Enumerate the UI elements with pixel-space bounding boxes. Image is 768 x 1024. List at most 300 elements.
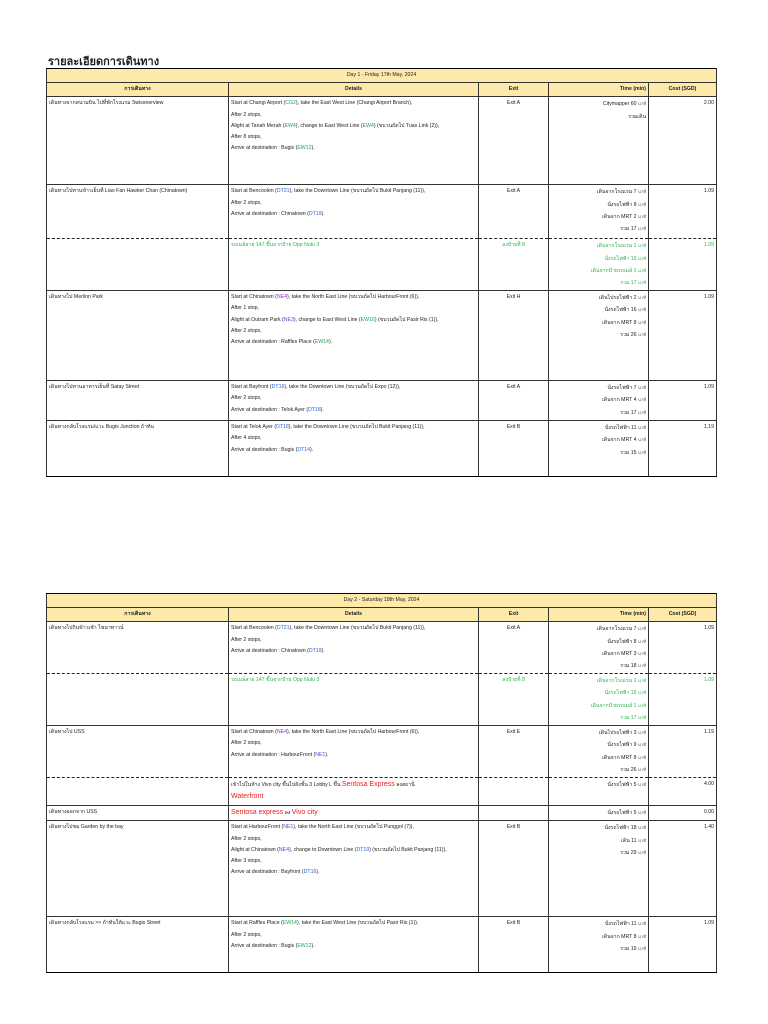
details-text: Arrive at destination : HarbourFront ( bbox=[231, 751, 316, 758]
time-unit: นาที bbox=[638, 766, 646, 772]
time-text: นั่งรถไฟฟ้า 8 bbox=[607, 201, 637, 208]
details-text: ), take the East West Line (ขบวนถัดไป Pasir Ris (1)), bbox=[296, 920, 419, 927]
time-text: นั่งรถไฟฟ้า 15 bbox=[604, 255, 637, 262]
time-unit: นาที bbox=[638, 678, 646, 684]
details-line bbox=[231, 445, 476, 456]
time-text: รวม 15 bbox=[620, 449, 637, 456]
details-text: รถเมล์สาย 147 ขึ้นจากป้าย Opp Nutu 3 bbox=[231, 677, 320, 684]
details-cell bbox=[229, 291, 479, 381]
time-text: เดินจาก MRT 8 bbox=[601, 319, 637, 326]
day-1-itinerary-table bbox=[46, 68, 717, 477]
details-line bbox=[231, 209, 476, 220]
cost-cell: 1.09 bbox=[649, 917, 717, 973]
details-text: ), take the Downtown Line (ขบวนถัดไป Expo (12)), bbox=[284, 384, 401, 391]
itinerary-row bbox=[47, 239, 717, 291]
time-line bbox=[551, 329, 646, 341]
station-code: DT14 bbox=[297, 446, 311, 453]
time-line bbox=[551, 752, 646, 764]
details-text: ). bbox=[320, 406, 324, 413]
time-unit: นาที bbox=[638, 690, 646, 696]
details-text: ) (ขบวนถัดไป Pasir Ris (1)), bbox=[374, 316, 439, 323]
time-text: เดินจาก MRT 8 bbox=[601, 933, 637, 940]
time-text: รวม 17 bbox=[620, 280, 637, 287]
station-code: DT16 bbox=[271, 384, 285, 391]
time-unit: นาที bbox=[638, 825, 646, 831]
station-code: Sentosa Express bbox=[341, 781, 395, 789]
time-line bbox=[551, 675, 646, 687]
time-cell bbox=[549, 97, 649, 185]
details-line bbox=[231, 143, 476, 154]
details-text: ), change to Downtown Line ( bbox=[288, 846, 357, 853]
time-line bbox=[551, 687, 646, 699]
details-line bbox=[231, 422, 476, 433]
station-code: DT19 bbox=[308, 647, 322, 654]
time-line bbox=[551, 648, 646, 660]
header-exit: Exit bbox=[479, 83, 549, 97]
time-line bbox=[551, 186, 646, 198]
itinerary-row bbox=[47, 622, 717, 674]
travel-cell: เดินทางไปทานอาหารเย็นที่ Satay Street bbox=[47, 381, 229, 421]
details-line bbox=[231, 930, 476, 941]
time-unit: นาที bbox=[638, 837, 646, 843]
station-code: CG2 bbox=[285, 100, 296, 107]
time-text: เดินจากโรงแรม 7 bbox=[596, 189, 637, 196]
details-cell bbox=[229, 821, 479, 917]
station-code: NE1 bbox=[283, 824, 294, 831]
time-line bbox=[551, 211, 646, 223]
cost-cell: 1.09 bbox=[649, 239, 717, 291]
time-text: รวม 19 bbox=[620, 945, 637, 952]
details-text: ), take the Downtown Line (ขบวนถัดไป Bukit Panjang (11)), bbox=[289, 188, 426, 195]
exit-cell: Exit A bbox=[479, 381, 549, 421]
time-cell bbox=[549, 917, 649, 973]
itinerary-row bbox=[47, 806, 717, 821]
time-unit: นาที bbox=[638, 638, 646, 644]
details-text: ). bbox=[311, 145, 315, 152]
station-code: DT18 bbox=[308, 406, 321, 413]
day-title: Day 1 - Friday 17th May, 2024 bbox=[47, 69, 717, 83]
time-line bbox=[551, 407, 646, 419]
time-unit: นาที bbox=[638, 331, 646, 337]
travel-cell: เดินทางจากสนามบิน ไปที่พักโรงแรม Swissnerview bbox=[47, 97, 229, 185]
time-text: เดินจากโรงแรม 1 bbox=[596, 243, 637, 250]
exit-cell: Exit H bbox=[479, 291, 549, 381]
time-unit: นาที bbox=[638, 397, 646, 403]
details-cell bbox=[229, 97, 479, 185]
details-text: ), take the North East Line (ขบวนถัดไป HarbourFront (6)), bbox=[286, 294, 420, 301]
time-unit: นาที bbox=[638, 663, 646, 669]
travel-cell: เดินทางกลับโรงแรม >> ถ้าทันให้แวะ Bugis Street bbox=[47, 917, 229, 973]
time-unit: นาที bbox=[638, 243, 646, 249]
details-text: ). bbox=[310, 446, 314, 453]
time-cell bbox=[549, 239, 649, 291]
details-line bbox=[231, 807, 476, 819]
time-text: นั่งรถไฟฟ้า 5 bbox=[607, 782, 637, 789]
details-text: Arrive at destination : Chinatown ( bbox=[231, 210, 309, 217]
details-line bbox=[231, 738, 476, 749]
itinerary-row bbox=[47, 185, 717, 239]
time-unit: นาที bbox=[638, 295, 646, 301]
details-line bbox=[231, 941, 476, 952]
time-unit: นาที bbox=[638, 280, 646, 286]
station-code: EW4 bbox=[284, 122, 296, 129]
details-text: Start at Chinatown ( bbox=[231, 294, 277, 301]
time-text: Citymapper 60 bbox=[602, 101, 637, 108]
time-line bbox=[551, 918, 646, 930]
details-text: After 4 stops, bbox=[231, 435, 262, 442]
time-line bbox=[551, 277, 646, 289]
details-text: ) (ขบวนถัดไป Tuas Link (2)), bbox=[373, 122, 440, 129]
station-code: NE4 bbox=[278, 846, 289, 853]
details-line bbox=[231, 186, 476, 197]
station-code: EW12 bbox=[297, 942, 312, 949]
time-cell bbox=[549, 726, 649, 778]
time-line bbox=[551, 317, 646, 329]
itinerary-row bbox=[47, 726, 717, 778]
details-cell bbox=[229, 778, 479, 806]
details-line bbox=[231, 918, 476, 929]
time-line bbox=[551, 739, 646, 751]
details-line bbox=[231, 750, 476, 761]
details-line bbox=[231, 303, 476, 314]
exit-cell bbox=[479, 806, 549, 821]
exit-cell: Exit E bbox=[479, 726, 549, 778]
details-line bbox=[231, 292, 476, 303]
details-text: Start at Bayfront ( bbox=[231, 384, 272, 391]
station-code: NE3 bbox=[283, 316, 294, 323]
time-text: รวม 26 bbox=[620, 331, 637, 338]
time-text: นั่งรถไฟฟ้า 11 bbox=[604, 921, 637, 928]
time-text: นั่งรถไฟฟ้า 8 bbox=[607, 638, 637, 645]
time-text: นั่งรถไฟฟ้า 11 bbox=[604, 425, 637, 432]
station-code: DT21 bbox=[276, 188, 290, 195]
station-code: Sentosa express bbox=[231, 809, 284, 817]
details-cell bbox=[229, 239, 479, 291]
details-text: After 2 stops, bbox=[231, 199, 262, 206]
details-text: Arrive at destination : Bayfront ( bbox=[231, 869, 304, 876]
header-cost: Cost (SGD) bbox=[649, 83, 717, 97]
travel-cell: เดินทางไป USS bbox=[47, 726, 229, 778]
time-line bbox=[551, 240, 646, 252]
details-line bbox=[231, 646, 476, 657]
details-cell bbox=[229, 381, 479, 421]
header-travel: การเดินทาง bbox=[47, 608, 229, 622]
time-unit: นาที bbox=[638, 945, 646, 951]
details-line bbox=[231, 110, 476, 121]
details-text: After 2 stops, bbox=[231, 327, 262, 334]
time-line bbox=[551, 292, 646, 304]
details-line bbox=[231, 405, 476, 416]
details-line bbox=[231, 315, 476, 326]
station-code: NE1 bbox=[315, 751, 326, 758]
station-code: EW16 bbox=[360, 316, 375, 323]
details-text: ). bbox=[321, 210, 325, 217]
station-code: DT19 bbox=[308, 210, 322, 217]
details-text: ), take the Downtown Line (ขบวนถัดไป Bukit Panjang (11)), bbox=[288, 424, 425, 431]
details-text: ). bbox=[328, 339, 333, 346]
details-line bbox=[231, 98, 476, 109]
details-text: Arrive at destination : Bugis ( bbox=[231, 446, 298, 453]
day-title-row bbox=[47, 594, 717, 608]
details-text: After 8 stops, bbox=[231, 134, 262, 141]
details-line bbox=[231, 845, 476, 856]
exit-cell bbox=[479, 778, 549, 806]
details-line bbox=[231, 132, 476, 143]
exit-cell: Exit A bbox=[479, 97, 549, 185]
exit-cell: ลงป้ายที่ 8 bbox=[479, 239, 549, 291]
itinerary-row bbox=[47, 291, 717, 381]
time-line bbox=[551, 434, 646, 446]
time-text: นั่งรถไฟฟ้า 7 bbox=[607, 385, 637, 392]
time-line bbox=[551, 700, 646, 712]
station-code: DT16 bbox=[303, 869, 317, 876]
time-line bbox=[551, 199, 646, 211]
station-code: EW14 bbox=[282, 920, 297, 927]
time-cell bbox=[549, 185, 649, 239]
details-text: Arrive at destination : Telok Ayer ( bbox=[231, 406, 309, 413]
time-line bbox=[551, 394, 646, 406]
exit-cell: Exit A bbox=[479, 622, 549, 674]
travel-cell bbox=[47, 778, 229, 806]
page-title: รายละเอียดการเดินทาง bbox=[48, 55, 160, 68]
station-code: NE4 bbox=[276, 729, 287, 736]
details-cell bbox=[229, 917, 479, 973]
time-unit: นาที bbox=[638, 409, 646, 415]
details-text: ), take the North East Line (ขบวนถัดไป Punggol (7)), bbox=[293, 824, 414, 831]
time-text: เดินไปรถไฟฟ้า 3 bbox=[598, 730, 637, 737]
details-text: ). bbox=[325, 751, 329, 758]
time-line bbox=[551, 422, 646, 434]
details-text: Start at Bencoolen ( bbox=[231, 188, 277, 195]
details-text: Arrive at destination : Bugis ( bbox=[231, 145, 298, 152]
details-text: ), take the Downtown Line (ขบวนถัดไป Bukit Panjang (11)), bbox=[289, 625, 426, 632]
time-text: รวม 18 bbox=[620, 663, 637, 670]
cost-cell: 1.09 bbox=[649, 381, 717, 421]
time-line bbox=[551, 382, 646, 394]
details-line bbox=[231, 326, 476, 337]
time-unit: นาที bbox=[638, 730, 646, 736]
travel-cell: เดินทางไปกินข้าวเช้า ไชนาทาวน์ bbox=[47, 622, 229, 674]
station-code: EW14 bbox=[314, 339, 329, 346]
details-text: ). bbox=[316, 869, 320, 876]
exit-cell: Exit B bbox=[479, 821, 549, 917]
details-text: Arrive at destination : Bugis ( bbox=[231, 942, 298, 949]
details-text: ลงสถานี bbox=[394, 782, 415, 789]
time-unit: นาที bbox=[638, 810, 646, 816]
time-unit: นาที bbox=[638, 425, 646, 431]
time-text: รวม 26 bbox=[620, 766, 637, 773]
details-text: Alight at Chinatown ( bbox=[231, 846, 279, 853]
details-line bbox=[231, 791, 476, 803]
details-text: ), take the North East Line (ขบวนถัดไป HarbourFront (6)), bbox=[286, 729, 420, 736]
time-line bbox=[551, 807, 646, 819]
time-line bbox=[551, 304, 646, 316]
time-cell bbox=[549, 778, 649, 806]
station-code: EW4 bbox=[362, 122, 374, 129]
time-line bbox=[551, 636, 646, 648]
station-code: EW12 bbox=[297, 145, 312, 152]
cost-cell: 4.00 bbox=[649, 778, 717, 806]
details-cell bbox=[229, 674, 479, 726]
time-text: นั่งรถไฟฟ้า 15 bbox=[604, 690, 637, 697]
time-unit: นาที bbox=[638, 101, 646, 107]
time-cell bbox=[549, 291, 649, 381]
details-text: Start at Bencoolen ( bbox=[231, 625, 277, 632]
time-text: เดินจาก MRT 4 bbox=[601, 397, 637, 404]
details-text: ) (ขบวนถัดไป Bukit Panjang (11)), bbox=[369, 846, 447, 853]
travel-cell: เดินทางไปชม Garden by the bay bbox=[47, 821, 229, 917]
details-line bbox=[231, 198, 476, 209]
cost-cell: 1.09 bbox=[649, 291, 717, 381]
details-line bbox=[231, 635, 476, 646]
details-text: รถเมล์สาย 147 ขึ้นจากป้าย Opp Nutu 3 bbox=[231, 242, 320, 249]
time-line bbox=[551, 253, 646, 265]
details-text: ), take the East West Line (Changi Airport Branch), bbox=[295, 100, 413, 107]
details-text: After 2 stops, bbox=[231, 111, 262, 118]
day-2-table-body bbox=[47, 594, 717, 973]
details-text: After 1 stop, bbox=[231, 305, 259, 312]
time-unit: นาที bbox=[638, 449, 646, 455]
details-line bbox=[231, 382, 476, 393]
details-line bbox=[231, 867, 476, 878]
exit-cell: Exit B bbox=[479, 917, 549, 973]
time-line bbox=[551, 943, 646, 955]
details-text: Start at Chinatown ( bbox=[231, 729, 277, 736]
time-text: นั่งรถไฟฟ้า 5 bbox=[607, 810, 637, 817]
details-text: ). bbox=[321, 647, 325, 654]
time-unit: นาที bbox=[638, 650, 646, 656]
details-cell bbox=[229, 806, 479, 821]
details-line bbox=[231, 834, 476, 845]
details-text: After 2 stops, bbox=[231, 740, 262, 747]
travel-cell: เดินทางออกจาก USS bbox=[47, 806, 229, 821]
itinerary-row bbox=[47, 778, 717, 806]
header-time: Time (min) bbox=[549, 608, 649, 622]
details-line bbox=[231, 779, 476, 791]
details-cell bbox=[229, 726, 479, 778]
time-line bbox=[551, 447, 646, 459]
time-text: รวม 29 bbox=[620, 849, 637, 856]
time-line bbox=[551, 660, 646, 672]
details-line bbox=[231, 727, 476, 738]
time-line bbox=[551, 712, 646, 724]
itinerary-row bbox=[47, 97, 717, 185]
details-text: After 2 stops, bbox=[231, 931, 262, 938]
header-time: Time (min) bbox=[549, 83, 649, 97]
time-text: เดินไปรถไฟฟ้า 2 bbox=[598, 295, 637, 302]
details-text: ). bbox=[311, 942, 315, 949]
details-text: ), change to East West Line ( bbox=[295, 122, 363, 129]
travel-cell: เดินทางไปทานข้าวเย็นที่ Liao Fan Hawker Chan (Chinatown) bbox=[47, 185, 229, 239]
time-text: รวมเดิน bbox=[628, 113, 646, 120]
time-unit: นาที bbox=[638, 213, 646, 219]
details-text: Start at HarbourFront ( bbox=[231, 824, 284, 831]
details-text: Start at Telok Ayer ( bbox=[231, 424, 277, 431]
details-text: Start at Changi Airport ( bbox=[231, 100, 286, 107]
time-line bbox=[551, 265, 646, 277]
header-cost: Cost (SGD) bbox=[649, 608, 717, 622]
time-text: เดินจาก MRT 2 bbox=[601, 213, 637, 220]
details-text: Alight at Tanah Merah ( bbox=[231, 122, 285, 129]
time-line bbox=[551, 847, 646, 859]
day-title-row bbox=[47, 69, 717, 83]
header-details: Details bbox=[229, 608, 479, 622]
time-unit: นาที bbox=[638, 933, 646, 939]
time-unit: นาที bbox=[638, 437, 646, 443]
exit-cell: Exit B bbox=[479, 421, 549, 477]
itinerary-row bbox=[47, 917, 717, 973]
itinerary-row bbox=[47, 674, 717, 726]
time-text: เดินจาก MRT 8 bbox=[601, 754, 637, 761]
station-code: Waterfront bbox=[231, 793, 264, 801]
details-text: Arrive at destination : Raffles Place ( bbox=[231, 339, 315, 346]
time-unit: นาที bbox=[638, 307, 646, 313]
details-cell bbox=[229, 421, 479, 477]
time-unit: นาที bbox=[638, 267, 646, 273]
time-line bbox=[551, 111, 646, 123]
time-line bbox=[551, 779, 646, 791]
time-unit: นาที bbox=[638, 189, 646, 195]
column-header-row bbox=[47, 608, 717, 622]
time-cell bbox=[549, 806, 649, 821]
time-line bbox=[551, 98, 646, 110]
details-text: After 2 stops, bbox=[231, 395, 262, 402]
itinerary-row bbox=[47, 381, 717, 421]
time-text: เดินจากป้ายรถเมล์ 1 bbox=[590, 702, 637, 709]
itinerary-row bbox=[47, 421, 717, 477]
time-line bbox=[551, 223, 646, 235]
cost-cell: 1.09 bbox=[649, 674, 717, 726]
travel-cell bbox=[47, 239, 229, 291]
time-text: เดินจากป้ายรถเมล์ 1 bbox=[590, 267, 637, 274]
header-details: Details bbox=[229, 83, 479, 97]
cost-cell: 1.09 bbox=[649, 185, 717, 239]
time-cell bbox=[549, 674, 649, 726]
details-text: After 2 stops, bbox=[231, 835, 262, 842]
station-code: DT18 bbox=[276, 424, 289, 431]
time-unit: นาที bbox=[638, 626, 646, 632]
details-line bbox=[231, 822, 476, 833]
time-unit: นาที bbox=[638, 226, 646, 232]
station-code: DT19 bbox=[356, 846, 370, 853]
details-text: After 2 stops, bbox=[231, 636, 262, 643]
cost-cell: 1.19 bbox=[649, 726, 717, 778]
time-text: เดินจากโรงแรม 1 bbox=[596, 678, 637, 685]
cost-cell: 2.00 bbox=[649, 97, 717, 185]
time-cell bbox=[549, 381, 649, 421]
time-unit: นาที bbox=[638, 714, 646, 720]
details-line bbox=[231, 433, 476, 444]
time-text: รวม 17 bbox=[620, 714, 637, 721]
travel-cell bbox=[47, 674, 229, 726]
time-line bbox=[551, 764, 646, 776]
itinerary-row bbox=[47, 821, 717, 917]
time-line bbox=[551, 835, 646, 847]
time-unit: นาที bbox=[638, 255, 646, 261]
header-exit: Exit bbox=[479, 608, 549, 622]
cost-cell: 1.19 bbox=[649, 421, 717, 477]
details-text: Start at Raffles Place ( bbox=[231, 920, 283, 927]
details-text: ลง bbox=[283, 810, 292, 817]
time-cell bbox=[549, 421, 649, 477]
details-line bbox=[231, 240, 476, 251]
travel-cell: เดินทางไป Merlion Park bbox=[47, 291, 229, 381]
time-unit: นาที bbox=[638, 742, 646, 748]
time-unit: นาที bbox=[638, 754, 646, 760]
time-line bbox=[551, 822, 646, 834]
details-text: Alight at Outram Park ( bbox=[231, 316, 284, 323]
time-text: เดินจากโรงแรม 7 bbox=[596, 626, 637, 633]
